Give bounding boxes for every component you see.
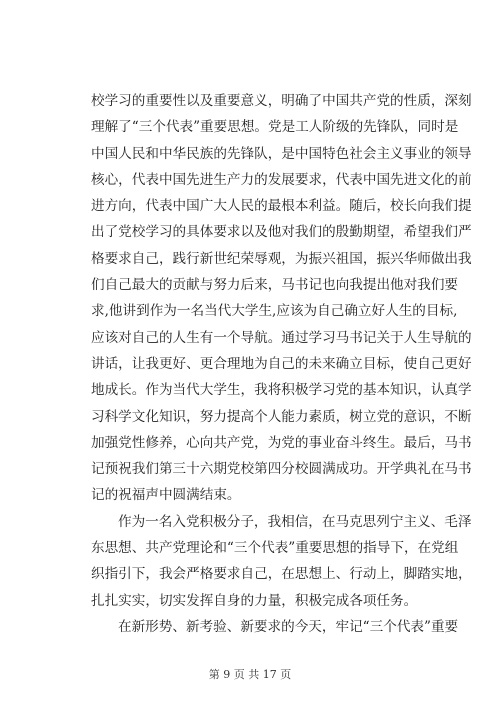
text-line: 出了党校学习的具体要求以及他对我们的殷勤期望，希望我们严 [91,224,472,241]
text-line: 讲话，让我更好、更合理地为自己的未来确立目标，使自己更好 [91,355,472,372]
text-line: 校学习的重要性以及重要意义，明确了中国共产党的性质，深刻 [91,93,472,109]
page-number-footer: 第 9 页 共 17 页 [208,668,292,681]
text-line: 加强党性修养，心向共产党，为党的事业奋斗终生。最后，马书 [91,434,472,451]
text-line: 东思想、共产党理论和“三个代表”重要思想的指导下，在党组 [91,540,459,557]
text-line: 理解了“三个代表”重要思想。党是工人阶级的先锋队，同时是 [91,119,459,136]
text-line: 扎扎实实，切实发挥自身的力量，积极完成各项任务。 [91,592,418,609]
text-line: 应该对自己的人生有一个导航。通过学习马书记关于人生导航的 [91,329,472,346]
text-line: 中国人民和中华民族的先锋队，是中国特色社会主义事业的领导 [91,145,472,162]
paragraph-first-line: 在新形势、新考验、新要求的今天，牢记“三个代表”重要 [118,618,459,635]
text-line: 格要求自己，践行新世纪荣辱观，为振兴祖国，振兴华师做出我 [91,250,472,267]
text-line: 织指引下，我会严格要求自己，在思想上、行动上，脚踏实地， [91,566,472,583]
text-line: 地成长。作为当代大学生，我将积极学习党的基本知识，认真学 [91,382,472,399]
text-line: 求,他讲到作为一名当代大学生,应该为自己确立好人生的目标, [91,303,458,320]
text-line: 记的祝福声中圆满结束。 [91,487,241,504]
paragraph-first-line: 作为一名入党积极分子，我相信，在马克思列宁主义、毛泽 [118,513,472,530]
text-line: 核心，代表中国先进生产力的发展要求，代表中国先进文化的前 [91,171,472,188]
text-line: 记预祝我们第三十六期党校第四分校圆满成功。开学典礼在马书 [91,461,472,478]
body-text [91,88,472,640]
text-line: 习科学文化知识，努力提高个人能力素质，树立党的意识，不断 [91,408,472,425]
text-line: 们自己最大的贡献与努力后来，马书记也向我提出他对我们要 [91,277,459,294]
text-line: 进方向，代表中国广大人民的最根本利益。随后，校长向我们提 [91,198,472,215]
